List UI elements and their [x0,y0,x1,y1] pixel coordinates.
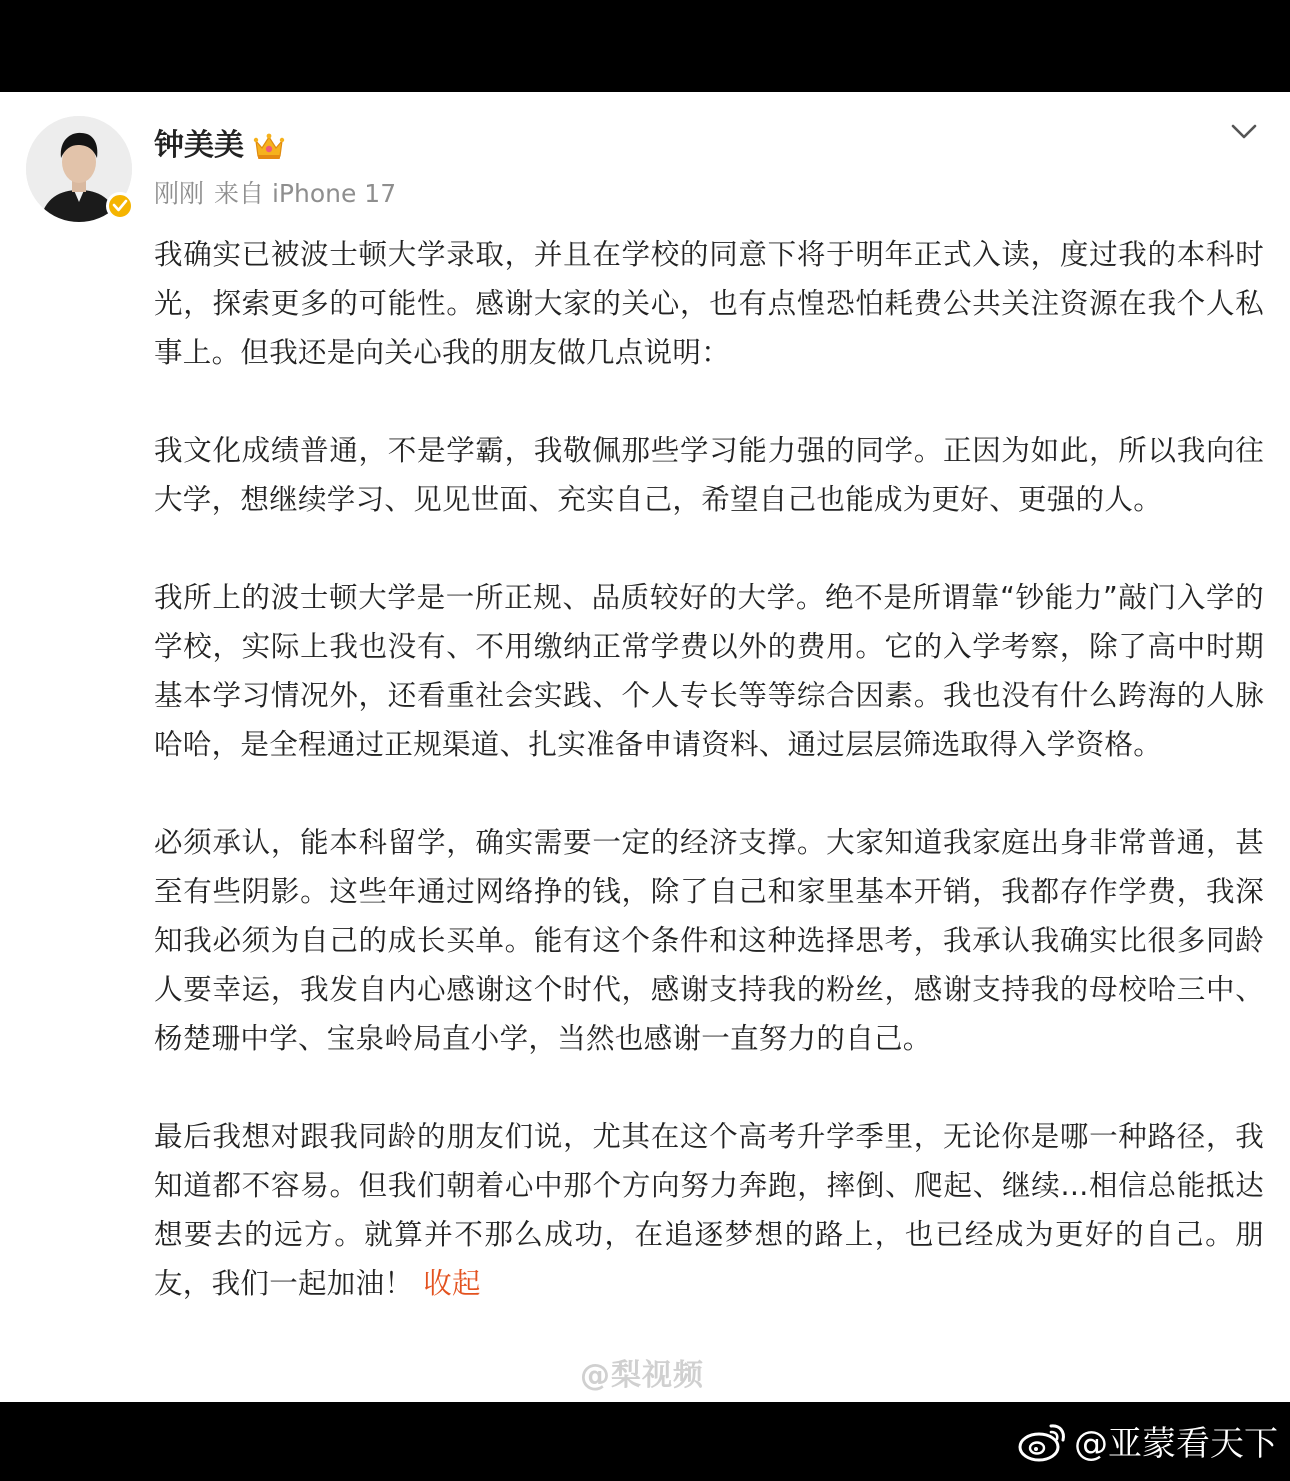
verified-badge-icon [106,192,134,220]
video-watermark: @梨视频 [580,1358,704,1393]
paragraph: 我确实已被波士顿大学录取，并且在学校的同意下将于明年正式入读，度过我的本科时光，探索更多的可能性。感谢大家的关心，也有点惶恐怕耗费公共关注资源在我个人私事上。但我还是向关心我的朋友做几点说明： [154,238,1264,369]
post-meta [154,176,406,212]
weibo-logo-icon [1018,1420,1068,1462]
avatar[interactable] [26,116,132,222]
weibo-post-card [0,92,1290,1402]
paragraph: 我文化成绩普通，不是学霸，我敬佩那些学习能力强的同学。正因为如此，所以我向往大学，想继续学习、见见世面、充实自己，希望自己也能成为更好、更强的人。 [154,434,1264,516]
paragraph: 我所上的波士顿大学是一所正规、品质较好的大学。绝不是所谓靠“钞能力”敲门入学的学校，实际上我也没有、不用缴纳正常学费以外的费用。它的入学考察，除了高中时期基本学习情况外，还看重社会实践、个人专长等等综合因素。我也没有什么跨海的人脉哈哈，是全程通过正规渠道、扎实准备申请资料、通过层层筛选取得入学资格。 [154,581,1264,761]
post-content [154,230,1264,1357]
username-row [154,126,286,166]
post-time: 刚刚 [154,179,205,208]
collapse-link[interactable]: 收起 [423,1267,481,1300]
paragraph-last [154,1112,1264,1308]
weibo-watermark-text: @亚蒙看天下 [1074,1424,1278,1464]
crown-icon[interactable] [252,131,286,161]
paragraph: 必须承认，能本科留学，确实需要一定的经济支撑。大家知道我家庭出身非常普通，甚至有些阴影。这些年通过网络挣的钱，除了自己和家里基本开销，我都存作学费，我深知我必须为自己的成长买单。能有这个条件和这种选择思考，我承认我确实比很多同龄人要幸运，我发自内心感谢这个时代，感谢支持我的粉丝，感谢支持我的母校哈三中、杨楚珊中学、宝泉岭局直小学，当然也感谢一直努力的自己。 [154,826,1264,1055]
paragraph-text: 最后我想对跟我同龄的朋友们说，尤其在这个高考升学季里，无论你是哪一种路径，我知道都不容易。但我们朝着心中那个方向努力奔跑，摔倒、爬起、继续...相信总能抵达想要去的远方。就算并不那么成功，在追逐梦想的路上，也已经成为更好的自己。朋友，我们一起加油！ [154,1120,1264,1300]
top-black-bar [0,0,1290,92]
chevron-down-icon[interactable] [1228,120,1260,144]
weibo-watermark [1018,1416,1278,1465]
post-source: 来自 iPhone 17 [214,179,397,208]
username[interactable]: 钟美美 [154,128,244,163]
